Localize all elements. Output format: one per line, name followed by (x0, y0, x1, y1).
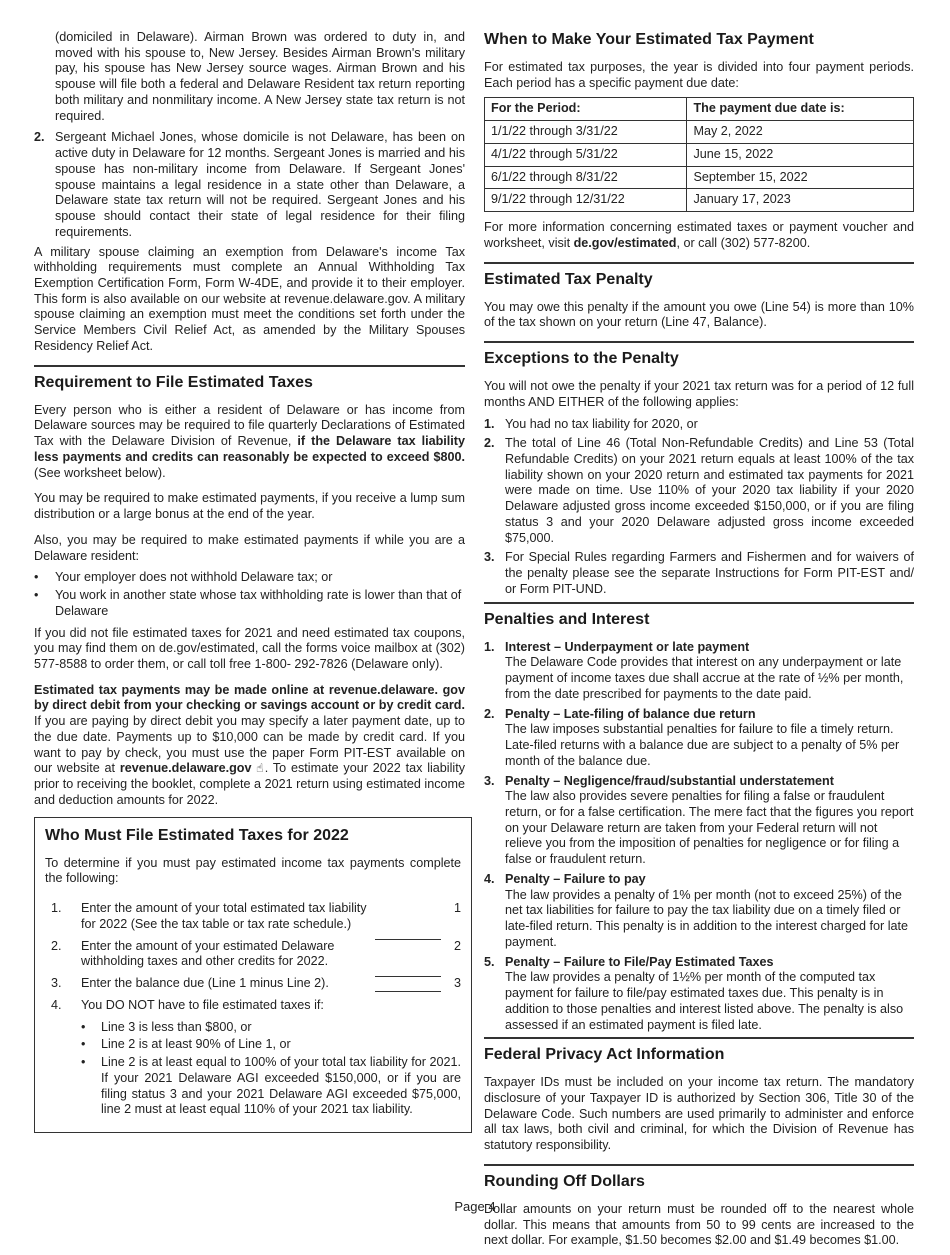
item-number: 4. (484, 871, 495, 886)
penalty-item (484, 707, 914, 770)
item-text: For Special Rules regarding Farmers and Fishermen and for waivers of the penalty please see the separate Instructions for Form PIT-EST and/ or Form PIT-UND. (505, 550, 914, 596)
penalty-item (484, 872, 914, 951)
exception-item (484, 417, 914, 433)
revenue-link[interactable]: revenue.delaware.gov (119, 761, 252, 776)
penalty-item (484, 955, 914, 1034)
item-head: Penalty – Failure to pay (505, 871, 646, 886)
section-divider (34, 365, 465, 367)
item-number: 2. (484, 436, 495, 451)
line-3-entry[interactable] (375, 976, 441, 992)
condition-text: Line 2 is at least 90% of Line 1, or (101, 1037, 291, 1052)
exception-item (484, 550, 914, 597)
penalty-item (484, 774, 914, 868)
online-bold-text: Estimated tax payments may be made online at revenue.delaware. gov by direct debit from your checking or savings account or by credit card. (34, 682, 465, 713)
section-divider (484, 1037, 914, 1039)
example-2-number: 2. (34, 130, 45, 145)
due-date-cell: January 17, 2023 (687, 189, 914, 212)
line-number: 2. (51, 938, 62, 953)
worksheet-line-2 (45, 939, 461, 970)
list-item: • Line 2 is at least 90% of Line 1, or (81, 1037, 291, 1052)
item-number: 3. (484, 773, 495, 788)
page-number: Page 4 (454, 1199, 496, 1214)
line-text: Enter the balance due (Line 1 minus Line 2). (81, 975, 329, 990)
item-text: You had no tax liability for 2020, or (505, 416, 698, 431)
when-paragraph: For estimated tax purposes, the year is divided into four payment periods. Each period has a specific payment due date: (484, 60, 914, 90)
item-text: The total of Line 46 (Total Non-Refundable Credits) and Line 53 (Total Refundable Credits) on your 2021 return equals at least 100% of the tax liability shown on your 2020 return and estimated tax payments for 2021 were made on time. Use 110% of your 2020 tax liability if your 2020 Delaware adjusted gross income exceeded $150,000, or if you are filing status 3 and your 2020 Delaware adjusted gross income exceeded $75,000. (505, 436, 914, 545)
requirement-heading: Requirement to File Estimated Taxes (34, 373, 313, 391)
line-label: 2 (453, 938, 461, 953)
exception-item (484, 436, 914, 546)
rounding-paragraph: Dollar amounts on your return must be rounded off to the nearest whole dollar. This means that amounts from 50 to 99 cents are increased to the next dollar. For example, $1.50 becomes $2.00 and $1.49 becomes $1.00. (484, 1201, 914, 1248)
item-head: Penalty – Negligence/fraud/substantial understatement (505, 773, 834, 788)
line-text: You DO NOT have to file estimated taxes if: (81, 997, 324, 1012)
condition-text: Line 2 is at least equal to 100% of your total tax liability for 2021. If your 2021 Delaware AGI exceeded $150,000, or if you are filing status 3 and your 2021 Delaware AGI exceeded $75,000, line 2 must at least equal 110% of your 2021 tax liability. (101, 1055, 461, 1117)
condition-text: Line 3 is less than $800, or (101, 1019, 252, 1034)
rounding-heading: Rounding Off Dollars (484, 1172, 645, 1190)
line-label: 3 (453, 975, 461, 990)
right-column (484, 30, 914, 1255)
item-head: Penalty – Late-filing of balance due return (505, 706, 756, 721)
privacy-heading: Federal Privacy Act Information (484, 1046, 725, 1064)
more-info-paragraph (484, 220, 914, 251)
item-number: 1. (484, 639, 495, 654)
online-text-b: . To estimate your 2022 tax liability prior to receiving the booklet, complete a 2021 return using estimated income and deduction amounts for 2022. (34, 761, 465, 807)
resident-bullets (34, 570, 465, 619)
period-cell: 6/1/22 through 8/31/22 (485, 166, 687, 189)
online-payment-paragraph (34, 683, 465, 809)
section-divider (484, 1164, 914, 1166)
due-date-cell: June 15, 2022 (687, 143, 914, 166)
req-text-bold: if the Delaware tax liability less payments and credits can reasonably be expected to exceed $800. (34, 434, 465, 464)
exceptions-paragraph: You will not owe the penalty if your 2021 tax return was for a period of 12 full months AND EITHER of the following applies: (484, 379, 914, 409)
privacy-paragraph: Taxpayer IDs must be included on your income tax return. The mandatory disclosure of your Taxpayer ID is authorized by Section 306, Title 30 of the Delaware Code. Such numbers are used primarily to administer and enforce all tax laws, both civil and criminal, for which the Division of Revenue has statutory responsibility. (484, 1075, 914, 1153)
table-row (485, 143, 914, 166)
table-row (485, 189, 914, 212)
line-text: Enter the amount of your estimated Delaware withholding taxes and other credits for 2022. (81, 938, 335, 969)
item-text: The law provides a penalty of 1½% per month of the computed tax payment for failure to file/pay estimated taxes due. This penalty is in addition to those penalties and interest listed above. The penalty is also assessed if an estimated payment is filed late. (505, 970, 904, 1032)
item-text: The law provides a penalty of 1% per month (not to exceed 25%) of the net tax liabilities for failure to pay the tax liability due on a timely filed or late-filed return. This penalty is in addition to the interest charged for late payment. (505, 887, 908, 949)
item-number: 3. (484, 550, 495, 565)
line-number: 1. (51, 901, 62, 916)
penalty-heading: Estimated Tax Penalty (484, 270, 653, 288)
period-cell: 9/1/22 through 12/31/22 (485, 189, 687, 212)
req-text-c: (See worksheet below). (34, 465, 166, 480)
due-date-cell: September 15, 2022 (687, 166, 914, 189)
section-divider (484, 602, 914, 604)
exceptions-heading: Exceptions to the Penalty (484, 350, 679, 368)
requirement-paragraph-1 (34, 403, 465, 482)
table-row (485, 166, 914, 189)
pointer-icon: ☝ (251, 761, 265, 776)
penalties-interest-heading: Penalties and Interest (484, 610, 650, 628)
line-1-entry[interactable] (375, 901, 441, 915)
worksheet-heading: Who Must File Estimated Taxes for 2022 (45, 826, 349, 844)
table-header-row (485, 98, 914, 121)
bullet-text: You work in another state whose tax withholding rate is lower than that of Delaware (55, 588, 462, 618)
period-cell: 1/1/22 through 3/31/22 (485, 121, 687, 144)
worksheet-line-3 (45, 976, 461, 992)
item-head: Interest – Underpayment or late payment (505, 639, 750, 654)
worksheet-intro: To determine if you must pay estimated income tax payments complete the following: (45, 855, 461, 886)
item-number: 1. (484, 416, 495, 431)
penalty-item (484, 640, 914, 703)
item-head: Penalty – Failure to File/Pay Estimated Taxes (505, 954, 774, 969)
list-item: • Line 3 is less than $800, or (81, 1019, 252, 1034)
example-2 (34, 130, 465, 240)
header-due-date: The payment due date is: (687, 98, 914, 121)
list-item: • You work in another state whose tax withholding rate is lower than that of Delaware (34, 588, 465, 619)
header-period: For the Period: (485, 98, 687, 121)
due-date-cell: May 2, 2022 (687, 121, 914, 144)
when-heading: When to Make Your Estimated Tax Payment (484, 31, 814, 48)
worksheet-line-1 (45, 901, 461, 932)
left-column (34, 30, 465, 1133)
item-number: 5. (484, 954, 495, 969)
penalty-paragraph: You may owe this penalty if the amount you owe (Line 54) is more than 10% of the tax shown on your return (Line 47, Balance). (484, 299, 914, 330)
period-cell: 4/1/22 through 5/31/22 (485, 143, 687, 166)
line-number: 3. (51, 975, 62, 990)
table-row (485, 121, 914, 144)
military-spouse-paragraph: A military spouse claiming an exemption from Delaware's income Tax withholding requirements must complete an Annual Withholding Tax Exemption Certification Form, Form W-4DE, and provide it to their employer. This form is also available on our website at revenue.delaware.gov. A military spouse claiming an exemption must meet the conditions set forth under the Service Members Civil Relief Act, as amended by the Military Spouses Residency Relief Act. (34, 244, 465, 353)
list-item: • Your employer does not withhold Delaware tax; or (34, 570, 333, 585)
intro-paragraph: (domiciled in Delaware). Airman Brown was ordered to duty in, and moved with his spouse to, New Jersey. Besides Airman Brown's military pay, his spouse has New Jersey source wages. Airman Brown and his spouse will file both a federal and Delaware Resident tax return reporting both military and nonmilitary income. A New Jersey state tax return is not required. (55, 30, 465, 123)
worksheet-line-4 (45, 998, 461, 1014)
online-text-a: If you are paying by direct debit you may specify a later payment date, up to the due date. Payments up to $10,000 can be made by credit card. If you want to pay by check, you must use the paper Form PIT-EST available on our website at (34, 714, 465, 776)
req-text-a: Every person who is either a resident of Delaware or has income from Delaware sources may be required to file quarterly Declarations of Estimated Tax with the Delaware Division of Revenue, (34, 402, 465, 449)
line-text: Enter the amount of your total estimated tax liability for 2022 (See the tax table or tax rate schedule.) (81, 901, 367, 931)
requirement-paragraph-2: You may be required to make estimated payments, if you receive a lump sum distribution or a large bonus at the end of the year. (34, 491, 465, 522)
section-divider (484, 262, 914, 264)
item-text: The Delaware Code provides that interest on any underpayment or late payment of income taxes due shall accrue at the rate of ½% per month, from the date prescribed for payments to the date paid. (505, 655, 904, 701)
item-number: 2. (484, 706, 495, 721)
more-text-b: , or call (302) 577-8200. (676, 235, 811, 250)
estimated-link[interactable]: de.gov/estimated (573, 235, 677, 250)
bullet-text: Your employer does not withhold Delaware tax; or (55, 570, 333, 585)
more-text-a: For more information concerning estimated taxes or payment voucher and worksheet, visit (484, 220, 914, 250)
payment-schedule-table (484, 97, 914, 212)
line-number: 4. (51, 997, 62, 1012)
requirement-paragraph-3: Also, you may be required to make estimated payments if while you are a Delaware resident: (34, 532, 465, 563)
list-item: • Line 2 is at least equal to 100% of your total tax liability for 2021. If your 2021 Delaware AGI exceeded $150,000, or if you are filing status 3 and your 2021 Delaware AGI exceeded $75,000, line 2 must at least equal 110% of your 2021 tax liability. (81, 1055, 461, 1117)
example-2-text: Sergeant Michael Jones, whose domicile is not Delaware, has been on active duty in Delaware for 12 months. Sergeant Jones is married and his spouse has non-military income from Delaware. If Sergeant Jones' spouse maintains a legal residence in a state other than Delaware, a Delaware state tax return will not be required. Sergeant Jones and his spouse should contact their state of legal residence for their filing requirements. (55, 130, 465, 239)
item-text: The law also provides severe penalties for filing a false or fraudulent return, or for a false certification. The mere fact that the figures you report on your Delaware return are taken from your Federal return will not relieve you from the imposition of penalties for negligence or for filing a false or fraudulent return. (505, 789, 914, 867)
worksheet-box (34, 817, 472, 1134)
line-label: 1 (453, 901, 461, 916)
line-2-entry[interactable] (375, 939, 441, 954)
section-divider (484, 341, 914, 343)
item-text: The law imposes substantial penalties for failure to file a timely return. Late-filed returns with a balance due are subject to a penalty of 5% per month of the balance due. (505, 722, 900, 768)
coupons-paragraph: If you did not file estimated taxes for 2021 and need estimated tax coupons, you may find them on de.gov/estimated, call the forms voice mailbox at (302) 577-8588 to order them, or call toll free 1-800- 292-7826 (Delaware only). (34, 625, 465, 671)
exemption-conditions (45, 1020, 461, 1118)
